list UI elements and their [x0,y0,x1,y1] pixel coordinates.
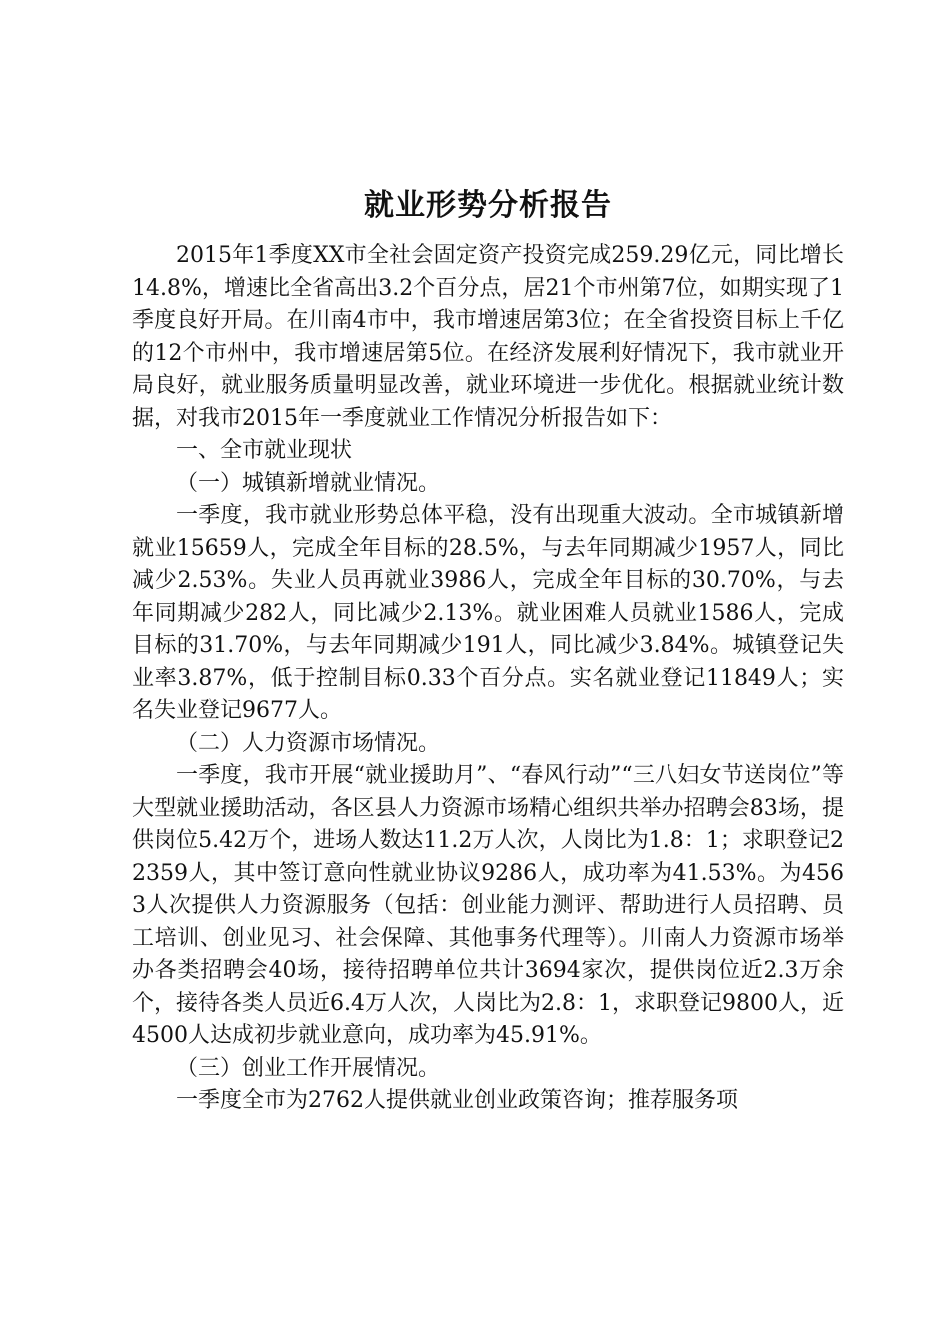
subsection-heading-entrepreneurship: （三）创业工作开展情况。 [176,1055,441,1081]
document-title: 就业形势分析报告 [364,188,612,223]
entrepreneurship-paragraph: 一季度全市为2762人提供就业创业政策咨询；推荐服务项 [176,1088,738,1113]
urban-employment-paragraph: 一季度，我市就业形势总体平稳，没有出现重大波动。全市城镇新增就业15659人，完成全年目标的28.5%，与去年同期减少1957人，同比减少2.53%。失业人员再就业3986人，完成全年目标的30.70%，与去年同期减少282人，同比减少2.13%。就业困难人员就业1586人，完成目标的31.70%，与去年同期减少191人，同比减少3.84%。城镇登记失业率3.87%，低于控制目标0.33个百分点。实名就业登记11849人；实名失业登记9677人。 [132,503,844,723]
intro-paragraph: 2015年1季度XX市全社会固定资产投资完成259.29亿元，同比增长14.8%，增速比全省高出3.2个百分点，居21个市州第7位，如期实现了1季度良好开局。在川南4市中，我市增速居第3位；在全省投资目标上千亿的12个市州中，我市增速居第5位。在经济发展利好情况下，我市就业开局良好，就业服务质量明显改善，就业环境进一步优化。根据就业统计数据，对我市2015年一季度就业工作情况分析报告如下： [132,243,844,431]
subsection-heading-urban-employment: （一）城镇新增就业情况。 [176,470,441,496]
document-content [132,186,844,1118]
section-heading-employment-status: 一、全市就业现状 [176,438,353,463]
hr-market-paragraph: 一季度，我市开展“就业援助月”、“春风行动”“三八妇女节送岗位”等大型就业援助活动，各区县人力资源市场精心组织共举办招聘会83场，提供岗位5.42万个，进场人数达11.2万人次，人岗比为1.8：1；求职登记22359人，其中签订意向性就业协议9286人，成功率为41.53%。为4563人次提供人力资源服务（包括：创业能力测评、帮助进行人员招聘、员工培训、创业见习、社会保障、其他事务代理等）。川南人力资源市场举办各类招聘会40场，接待招聘单位共计3694家次，提供岗位近2.3万余个，接待各类人员近6.4万人次，人岗比为2.8：1，求职登记9800人，近4500人达成初步就业意向，成功率为45.91%。 [132,763,844,1048]
subsection-heading-hr-market: （二）人力资源市场情况。 [176,730,441,756]
